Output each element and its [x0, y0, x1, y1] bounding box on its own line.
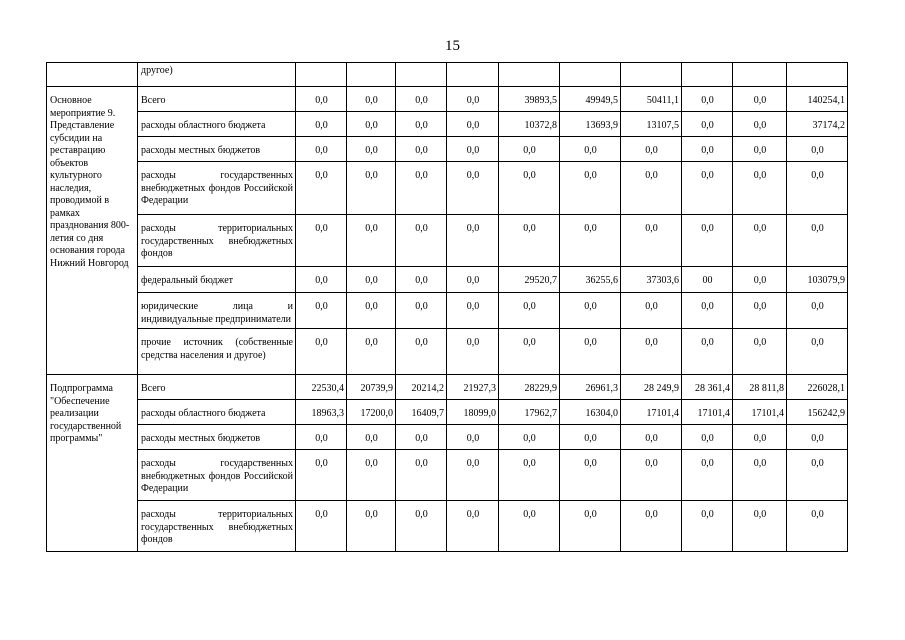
value-cell: 20739,9 — [347, 375, 396, 400]
value-cell: 0,0 — [682, 112, 733, 137]
value-cell: 0,0 — [447, 501, 499, 552]
value-cell: 00 — [682, 267, 733, 293]
value-cell: 0,0 — [733, 329, 787, 375]
value-cell: 0,0 — [447, 87, 499, 112]
value-cell: 0,0 — [396, 162, 447, 215]
value-cell: 13693,9 — [560, 112, 621, 137]
value-cell: 0,0 — [347, 137, 396, 162]
value-cell: 0,0 — [787, 137, 848, 162]
value-cell: 0,0 — [447, 162, 499, 215]
value-cell: 0,0 — [560, 501, 621, 552]
value-cell: 0,0 — [347, 425, 396, 450]
value-cell — [499, 63, 560, 87]
table-row — [47, 162, 848, 215]
value-cell: 0,0 — [621, 137, 682, 162]
funding-source-cell: другое) — [138, 63, 296, 87]
value-cell: 0,0 — [682, 501, 733, 552]
value-cell: 50411,1 — [621, 87, 682, 112]
value-cell — [296, 63, 347, 87]
value-cell: 0,0 — [787, 501, 848, 552]
funding-source-cell: расходы местных бюджетов — [138, 425, 296, 450]
value-cell: 37174,2 — [787, 112, 848, 137]
value-cell: 0,0 — [499, 137, 560, 162]
value-cell: 0,0 — [560, 329, 621, 375]
value-cell: 0,0 — [347, 329, 396, 375]
value-cell: 0,0 — [733, 501, 787, 552]
value-cell: 0,0 — [560, 450, 621, 501]
table-row — [47, 63, 848, 87]
value-cell: 0,0 — [787, 425, 848, 450]
value-cell: 0,0 — [621, 293, 682, 329]
value-cell: 0,0 — [733, 215, 787, 267]
table-row — [47, 215, 848, 267]
value-cell: 0,0 — [347, 215, 396, 267]
value-cell: 0,0 — [447, 425, 499, 450]
value-cell: 0,0 — [560, 162, 621, 215]
value-cell: 0,0 — [621, 162, 682, 215]
table-row — [47, 329, 848, 375]
value-cell: 0,0 — [396, 112, 447, 137]
value-cell: 0,0 — [682, 329, 733, 375]
value-cell: 0,0 — [682, 87, 733, 112]
value-cell: 0,0 — [787, 215, 848, 267]
value-cell: 29520,7 — [499, 267, 560, 293]
value-cell: 39893,5 — [499, 87, 560, 112]
value-cell: 28 811,8 — [733, 375, 787, 400]
value-cell: 0,0 — [447, 329, 499, 375]
value-cell — [447, 63, 499, 87]
value-cell: 0,0 — [296, 329, 347, 375]
value-cell — [733, 63, 787, 87]
value-cell: 0,0 — [296, 293, 347, 329]
table-row — [47, 293, 848, 329]
funding-source-cell: расходы территориальных государственных внебюджетных фондов — [138, 501, 296, 552]
value-cell: 226028,1 — [787, 375, 848, 400]
value-cell: 0,0 — [733, 87, 787, 112]
value-cell: 0,0 — [560, 425, 621, 450]
value-cell: 0,0 — [787, 450, 848, 501]
value-cell: 16304,0 — [560, 400, 621, 425]
value-cell: 0,0 — [396, 501, 447, 552]
funding-source-cell: федеральный бюджет — [138, 267, 296, 293]
value-cell: 37303,6 — [621, 267, 682, 293]
funding-source-cell: расходы территориальных государственных внебюджетных фондов — [138, 215, 296, 267]
value-cell: 0,0 — [396, 87, 447, 112]
value-cell — [347, 63, 396, 87]
value-cell: 0,0 — [447, 112, 499, 137]
value-cell: 0,0 — [787, 162, 848, 215]
table-row — [47, 87, 848, 112]
value-cell: 28 361,4 — [682, 375, 733, 400]
value-cell: 0,0 — [682, 215, 733, 267]
value-cell: 18099,0 — [447, 400, 499, 425]
value-cell: 0,0 — [733, 293, 787, 329]
table-row — [47, 400, 848, 425]
value-cell: 0,0 — [396, 267, 447, 293]
program-cell — [47, 63, 138, 87]
value-cell: 0,0 — [733, 162, 787, 215]
value-cell: 0,0 — [682, 425, 733, 450]
value-cell: 49949,5 — [560, 87, 621, 112]
value-cell: 0,0 — [621, 450, 682, 501]
value-cell: 0,0 — [733, 425, 787, 450]
funding-source-cell: расходы областного бюджета — [138, 400, 296, 425]
value-cell: 0,0 — [682, 162, 733, 215]
value-cell: 0,0 — [296, 267, 347, 293]
value-cell: 0,0 — [621, 329, 682, 375]
funding-source-cell: юридические лица и индивидуальные предприниматели — [138, 293, 296, 329]
value-cell: 17200,0 — [347, 400, 396, 425]
value-cell: 0,0 — [621, 501, 682, 552]
value-cell: 156242,9 — [787, 400, 848, 425]
value-cell: 0,0 — [296, 162, 347, 215]
value-cell: 0,0 — [396, 425, 447, 450]
value-cell: 17101,4 — [733, 400, 787, 425]
funding-source-cell: прочие источник (собственные средства населения и другое) — [138, 329, 296, 375]
value-cell: 0,0 — [447, 215, 499, 267]
value-cell: 0,0 — [447, 450, 499, 501]
value-cell: 140254,1 — [787, 87, 848, 112]
value-cell: 17962,7 — [499, 400, 560, 425]
value-cell: 0,0 — [682, 293, 733, 329]
value-cell: 0,0 — [396, 450, 447, 501]
value-cell: 0,0 — [621, 425, 682, 450]
value-cell: 0,0 — [396, 329, 447, 375]
value-cell: 0,0 — [560, 215, 621, 267]
value-cell: 0,0 — [787, 293, 848, 329]
value-cell: 20214,2 — [396, 375, 447, 400]
value-cell: 0,0 — [682, 137, 733, 162]
value-cell: 21927,3 — [447, 375, 499, 400]
value-cell: 17101,4 — [682, 400, 733, 425]
value-cell: 0,0 — [499, 450, 560, 501]
value-cell: 0,0 — [296, 87, 347, 112]
value-cell: 26961,3 — [560, 375, 621, 400]
value-cell: 0,0 — [447, 267, 499, 293]
program-cell: Подпрограмма "Обеспечение реализации государственной программы" — [47, 375, 138, 552]
value-cell — [621, 63, 682, 87]
value-cell: 28229,9 — [499, 375, 560, 400]
value-cell — [682, 63, 733, 87]
value-cell: 0,0 — [733, 112, 787, 137]
value-cell: 0,0 — [733, 450, 787, 501]
page-number: 15 — [445, 38, 460, 54]
value-cell: 17101,4 — [621, 400, 682, 425]
value-cell: 0,0 — [347, 87, 396, 112]
funding-source-cell: расходы государственных внебюджетных фондов Российской Федерации — [138, 450, 296, 501]
value-cell: 28 249,9 — [621, 375, 682, 400]
value-cell: 0,0 — [296, 137, 347, 162]
value-cell: 0,0 — [787, 329, 848, 375]
value-cell: 10372,8 — [499, 112, 560, 137]
value-cell: 0,0 — [560, 137, 621, 162]
table-row — [47, 267, 848, 293]
value-cell: 0,0 — [347, 501, 396, 552]
value-cell: 0,0 — [296, 501, 347, 552]
value-cell: 0,0 — [499, 293, 560, 329]
value-cell — [787, 63, 848, 87]
value-cell: 0,0 — [499, 501, 560, 552]
value-cell: 0,0 — [296, 215, 347, 267]
value-cell: 0,0 — [621, 215, 682, 267]
value-cell: 0,0 — [347, 450, 396, 501]
table-row — [47, 450, 848, 501]
funding-source-cell: Всего — [138, 87, 296, 112]
table-row — [47, 137, 848, 162]
value-cell: 0,0 — [447, 293, 499, 329]
value-cell: 0,0 — [396, 293, 447, 329]
value-cell: 0,0 — [396, 215, 447, 267]
value-cell: 0,0 — [499, 329, 560, 375]
table-row — [47, 375, 848, 400]
value-cell: 13107,5 — [621, 112, 682, 137]
funding-source-cell: Всего — [138, 375, 296, 400]
value-cell: 103079,9 — [787, 267, 848, 293]
table-body — [47, 63, 848, 552]
value-cell: 0,0 — [499, 425, 560, 450]
value-cell: 0,0 — [682, 450, 733, 501]
value-cell: 0,0 — [447, 137, 499, 162]
value-cell — [560, 63, 621, 87]
funding-source-cell: расходы областного бюджета — [138, 112, 296, 137]
value-cell: 0,0 — [296, 112, 347, 137]
table-row — [47, 112, 848, 137]
value-cell — [396, 63, 447, 87]
value-cell: 0,0 — [396, 137, 447, 162]
value-cell: 16409,7 — [396, 400, 447, 425]
value-cell: 0,0 — [733, 267, 787, 293]
value-cell: 0,0 — [560, 293, 621, 329]
value-cell: 0,0 — [296, 450, 347, 501]
value-cell: 0,0 — [347, 267, 396, 293]
value-cell: 0,0 — [296, 425, 347, 450]
funding-table — [46, 62, 848, 552]
value-cell: 0,0 — [347, 293, 396, 329]
value-cell: 0,0 — [733, 137, 787, 162]
funding-source-cell: расходы государственных внебюджетных фондов Российской Федерации — [138, 162, 296, 215]
table-row — [47, 501, 848, 552]
value-cell: 0,0 — [347, 162, 396, 215]
value-cell: 0,0 — [499, 215, 560, 267]
value-cell: 0,0 — [499, 162, 560, 215]
table-row — [47, 425, 848, 450]
value-cell: 22530,4 — [296, 375, 347, 400]
program-cell: Основное мероприятие 9. Представление субсидии на реставрацию объектов культурного наследия, проводимой в рамках празднования 800-летия со дня основания города Нижний Новгород — [47, 87, 138, 375]
value-cell: 18963,3 — [296, 400, 347, 425]
funding-source-cell: расходы местных бюджетов — [138, 137, 296, 162]
value-cell: 36255,6 — [560, 267, 621, 293]
value-cell: 0,0 — [347, 112, 396, 137]
